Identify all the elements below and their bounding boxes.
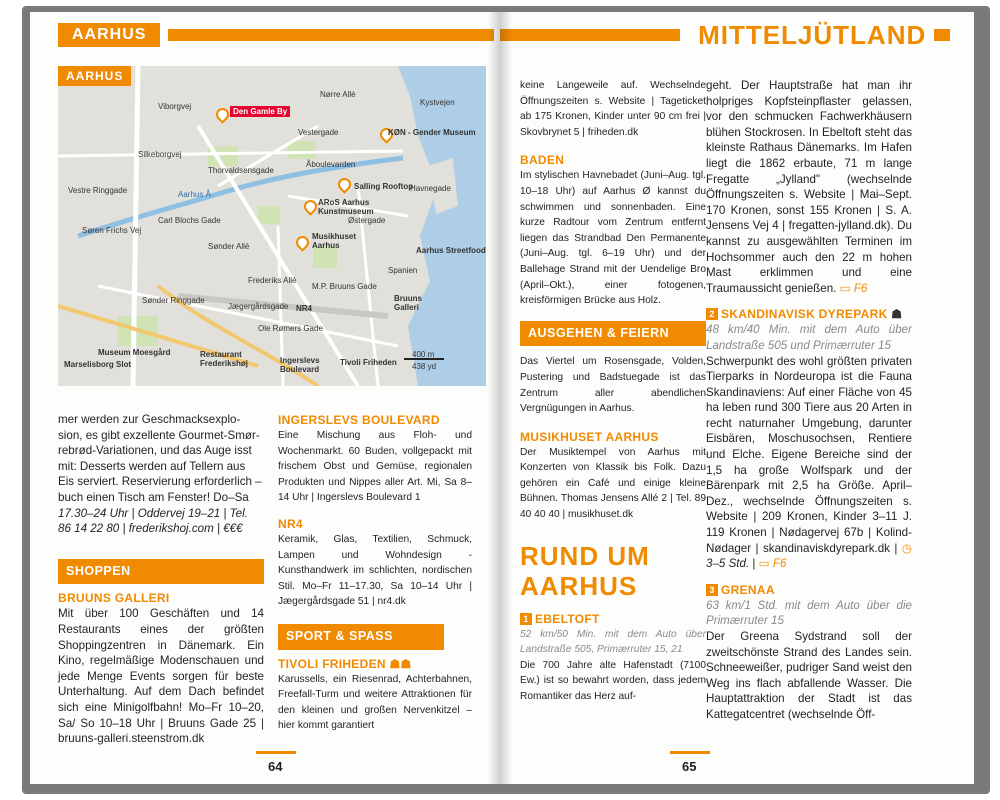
map-street-label: Ole Rømers Gade <box>258 324 323 333</box>
map-street-label: Vestergade <box>298 128 339 137</box>
right-column-1 <box>520 78 706 705</box>
map-poi-label: NR4 <box>296 304 313 313</box>
section-sport: SPORT & SPASS <box>278 624 444 650</box>
tivoli-title <box>278 656 472 672</box>
family-icon: ☗ <box>891 307 903 322</box>
bruuns-title: BRUUNS GALLERI <box>58 591 170 606</box>
skand-text-wrap: Schwerpunkt des wohl größten privaten Tierparks in Nordeuropa ist die Fauna Skandinaviens: Auf einer Fläche von 45 ha leben rund 300 Tiere aus 20 Arten in recht naturnaher Umgebung, darunter Eisbären, Moschusochsen, Rentiere und Elche. Eigene Bereiche sind der 1,5 ha große Wolfspark und der Bärenpark mit 2,5 ha Größe. April–Dez., wechselnde Öffnungszeiten s. Website | 209 Kronen, Kinder 3–11 J. 119 Kronen | Nødagervej 67b | Kolind-Nødager | skandinaviskdyrepark.dk | ◷ 3–5 Std. | ▭ F6 <box>706 354 912 571</box>
col1-line: sion, es gibt exzellente Gourmet-Smør- <box>58 428 260 442</box>
rund-um-title-2: AARHUS <box>520 570 638 601</box>
skand-time: 3–5 Std. <box>706 557 750 571</box>
map-street-label: Nørre Allé <box>320 90 356 99</box>
map-street-label: Sønder Allé <box>208 242 250 251</box>
ingerslevs-text: Eine Mischung aus Floh- und Wochenmarkt. 60 Buden, vollgepackt mit frischem Obst und Gemüse, regionalen Produkten und Nippes aller Art. Mi, Sa 8–14 Uhr | Ingerslevs Boulevard 1 <box>278 430 472 504</box>
map-street-label: Kystvejen <box>420 98 455 107</box>
section-shoppen: SHOPPEN <box>58 559 264 585</box>
baden-title: BADEN <box>520 153 565 168</box>
skand-distance: 48 km/40 Min. mit dem Auto über Landstraße 505 und Primærruter 15 <box>706 323 912 352</box>
running-head-title: AARHUS <box>58 23 160 47</box>
map-street-label: Østergade <box>348 216 386 225</box>
map-street-label: Havnegade <box>410 184 451 193</box>
map-street-label: Søren Frichs Vej <box>82 226 142 235</box>
page-number-rule <box>670 751 710 754</box>
col1-line: rebrød-Variationen, und das Auge isst <box>58 444 252 458</box>
col1-line: mit: Desserts werden auf Tellern aus <box>58 459 246 473</box>
map-scale-top: 400 m <box>412 350 435 359</box>
skand-number: 2 <box>706 308 718 320</box>
col1-line: 86 14 22 80 | frederikshoj.com | €€€ <box>58 522 243 536</box>
skand-text: Schwerpunkt des wohl größten privaten Tierparks in Nordeuropa ist die Fauna Skandinaviens: Auf einer Fläche von 45 ha leben rund 300 Tiere aus 20 Arten in recht naturnaher Umgebung, darunter Eisbären, Moschusochsen, Rentiere und Elche. Eigene Bereiche sind der 1,5 ha große Wolfspark und der Bärenpark mit 2,5 ha Größe. April–Dez., wechselnde Öffnungszeiten s. Website | 209 Kronen, Kinder 3–11 J. 119 Kronen | Nødagervej 67b | Kolind-Nødager | skandinaviskdyrepark.dk | <box>706 354 912 555</box>
map-poi-label: Ingerslevs Boulevard <box>280 356 320 374</box>
family-icon: ☗☗ <box>389 656 412 671</box>
ebeltoft-cont-text: geht. Der Hauptstraße hat man ihr holpriges Kopfsteinpflaster gelassen, vor den schmucken Fachwerkhäusern blühen Stockrosen. In Ebeltoft steht das kleinste Rathaus Dänemarks. Im Hafen liegt die 1862 erbaute, 71 m lange Fregatte „Jylland" (wechselnde Öffnungszeiten s. Website | Mai–Sept. 170 Kronen, sonst 155 Kronen | S. A. Jensens Vej 4 | fregatten-jylland.dk). Du kannst zu ausgewählten Terminen im Hochsommer auch den 22 m hohen Mast erklimmen und eine Traumaussicht genießen. <box>706 79 912 295</box>
map-street-label: Silkeborgvej <box>138 150 182 159</box>
map-ref: F6 <box>853 281 868 295</box>
map-street-label: M.P. Bruuns Gade <box>312 282 377 291</box>
map-poi-label: KØN - Gender Museum <box>388 128 476 137</box>
grenaa-title <box>706 582 912 598</box>
map-poi-label: Marselisborg Slot <box>64 360 132 369</box>
running-head-bar-end <box>934 29 950 41</box>
tivoli-cont: keine Langeweile auf. Wechselnde Öffnungszeiten s. Website | Tageticket ab 175 Kronen, Kinder unter 90 cm frei | Skovbrynet 5 | friheden.dk <box>520 80 706 138</box>
right-page <box>500 12 974 784</box>
page-number-right: 65 <box>682 759 697 774</box>
bruuns-text: Mit über 100 Geschäften und 14 Restaurants eines der größten Shoppingzentren in Dänemark. Ein Kino, regelmäßige Modenschauen und jede Menge Events sorgen für beste Unterhaltung. Auf dem Dach befindet sich eine Minigolfbahn! Mo–Fr 10–20, Sa/ So 10–18 Uhr | Bruuns Gade 25 | bruuns-galleri.steenstrom.dk <box>58 607 264 746</box>
grenaa-text: Der Greena Sydstrand soll der zweitschönste Strand des Landes sein. Schneeweißer, pudriger Sand weist den Weg ins flach abfallende Wasser. Die Hauptattraktion der Stadt ist das Kattegatcentret (wechselnde Öff- <box>706 630 912 721</box>
map-street-label: Thorvaldsensgade <box>208 166 274 175</box>
page-number-left: 64 <box>268 759 283 774</box>
map-poi-label: Aarhus Streetfood <box>416 246 486 255</box>
map-river-label: Aarhus Å <box>178 190 211 199</box>
map-street-label: Åboulevarden <box>306 160 356 169</box>
col1-line: Eis serviert. Reservierung erforderlich – <box>58 475 262 489</box>
map-street-label: Viborgvej <box>158 102 192 111</box>
aarhus-map <box>58 66 486 386</box>
map-poi-label: Musikhuset Aarhus <box>312 232 357 250</box>
tivoli-title-text: TIVOLI FRIHEDEN <box>278 656 386 671</box>
col1-line: buch einen Tisch am Fenster! Do–Sa <box>58 490 249 504</box>
map-street-label: Jægergårdsgade <box>228 302 289 311</box>
ebeltoft-title <box>520 611 706 627</box>
skand-title-text: SKANDINAVISK DYREPARK <box>721 307 888 322</box>
map-scale-bottom: 438 yd <box>412 362 437 371</box>
musikhuset-text: Der Musiktempel von Aarhus mit Konzerten von Klassik bis Folk. Dazu gehören ein Café und einige kleine Bühnen. Thomas Jensens Allé 2 | Tel. 89 40 40 40 | musikhuset.dk <box>520 446 706 521</box>
map-poi-label: Museum Moesgård <box>98 348 171 357</box>
ebeltoft-number: 1 <box>520 613 532 625</box>
map-ref: F6 <box>772 557 787 571</box>
clock-icon: ◷ <box>901 541 912 555</box>
right-running-head <box>500 20 950 50</box>
musikhuset-title: MUSIKHUSET AARHUS <box>520 429 659 444</box>
left-page <box>30 12 500 784</box>
running-head-bar <box>168 29 494 41</box>
nr4-text: Keramik, Glas, Textilien, Schmuck, Lampen und Wohndesign - Kunsthandwerk im schlichten, nordischen Stil. Mo–Fr 11–17.30, Sa 10–14 Uhr | Jægergårdsgade 51 | nr4.dk <box>278 533 472 608</box>
running-head-title: MITTELJÜTLAND <box>698 20 927 50</box>
section-ausgehen: AUSGEHEN & FEIERN <box>520 321 706 347</box>
left-column-2 <box>278 412 472 734</box>
map-street-label: Sønder Ringgade <box>142 296 205 305</box>
left-running-head <box>58 20 494 50</box>
map-poi-label: Bruuns Galleri <box>394 294 422 312</box>
grenaa-title-text: GRENAA <box>721 582 775 597</box>
running-head-bar <box>500 29 680 41</box>
map-street-label: Vestre Ringgade <box>68 186 128 195</box>
grenaa-number: 3 <box>706 584 718 596</box>
map-poi-label: Salling Rooftop <box>354 182 414 191</box>
ingerslevs-title: INGERSLEVS BOULEVARD <box>278 413 440 427</box>
skand-title <box>706 306 912 322</box>
right-column-2 <box>706 78 912 723</box>
baden-text: Im stylischen Havnebadet (Juni–Aug. tgl. 10–18 Uhr) auf Aarhus Ø kannst du schwimmen und sonnenbaden. Eine kurze Radtour vom Zentrum entfernt liegen das Strandbad Den Permanente (Juni–Aug. tgl. 6–19 Uhr) und der Ballehage Strand mit der Uendelige Bro (April–Okt.), einer fotogenen, kreisförmigen Brücke aus Holz. <box>520 170 706 307</box>
map-street-label: Frederiks Allé <box>248 276 297 285</box>
ausgehen-text: Das Viertel um Rosensgade, Volden, Pustering und Badstuegade ist das Zentrum aller abendlichen Vergnügungen in Aarhus. <box>520 356 706 415</box>
grenaa-distance: 63 km/1 Std. mit dem Auto über die Primærruter 15 <box>706 598 912 628</box>
rund-um-title-1: RUND UM <box>520 540 650 571</box>
map-poi-label: Den Gamle By <box>230 106 290 117</box>
ebeltoft-text: Die 700 Jahre alte Hafenstadt (7100 Ew.) ist so bewahrt worden, dass jedem Romantiker das Herz auf- <box>520 659 706 703</box>
map-ref-icon: ▭ <box>839 281 851 295</box>
left-column-1 <box>58 412 264 747</box>
map-title: AARHUS <box>58 66 131 86</box>
ebeltoft-distance: 52 km/50 Min. mit dem Auto über Landstraße 505, Primærruter 15, 21 <box>520 628 706 656</box>
map-poi-label: ARoS Aarhus Kunstmuseum <box>318 198 374 216</box>
map-poi-label: Restaurant Frederikshøj <box>200 350 249 368</box>
map-street-label: Spanien <box>388 266 418 275</box>
col1-line: 17.30–24 Uhr | Oddervej 19–21 | Tel. <box>58 506 248 520</box>
map-street-label: Carl Blochs Gade <box>158 216 221 225</box>
tivoli-text: Karussells, ein Riesenrad, Achterbahnen, Freefall-Turm und weitere Attraktionen für den kleinen und großen Nervenkitzel – hier kommt garantiert <box>278 673 472 732</box>
nr4-title: NR4 <box>278 516 303 531</box>
page-number-rule <box>256 751 296 754</box>
ebeltoft-title-text: EBELTOFT <box>535 611 600 626</box>
map-ref-icon: ▭ <box>758 557 770 571</box>
map-poi-label: Tivoli Friheden <box>340 358 397 367</box>
ebeltoft-cont <box>706 78 912 296</box>
col1-line: mer werden zur Geschmacksexplo- <box>58 413 241 426</box>
